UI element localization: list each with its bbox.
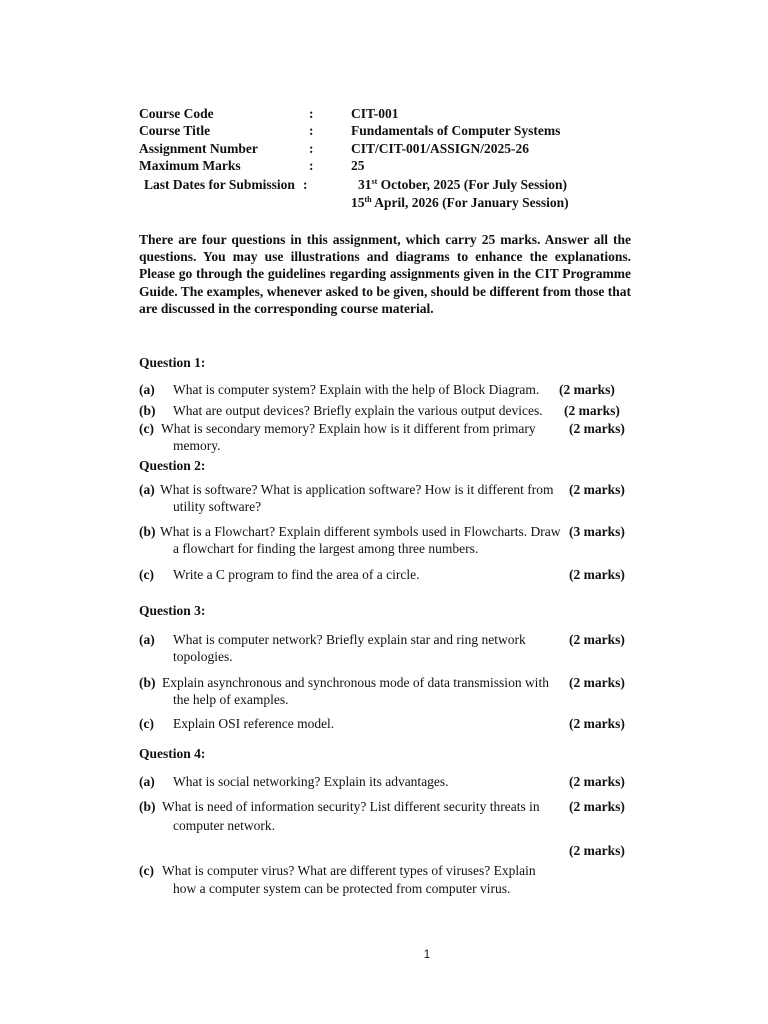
question-1c (139, 420, 627, 453)
item-marks: (2 marks) (569, 632, 625, 647)
item-label: (b) (139, 524, 156, 539)
item-label: (c) (139, 716, 154, 731)
item-text: What are output devices? Briefly explain the various output devices. (173, 403, 543, 418)
colon: : (309, 141, 314, 156)
maximum-marks: 25 (351, 158, 365, 173)
item-marks: (2 marks) (569, 482, 625, 497)
intro-paragraph: There are four questions in this assignment, which carry 25 marks. Answer all the questions. You may use illustrations and diagrams to enhance the explanations. Please go through the guidelines regarding assignments given in the CIT Programme Guide. The examples, whenever asked to be given, should be different from those that are discussed in the corresponding course material. (139, 232, 631, 316)
assignment-number-label: Assignment Number (139, 141, 258, 156)
date-suffix: th (364, 195, 372, 204)
date-rest: April, 2026 (For January Session) (371, 195, 569, 210)
submission-date-january (351, 195, 569, 211)
question-3c (139, 715, 627, 732)
item-label: (b) (139, 799, 156, 814)
question-3a (139, 631, 627, 664)
item-marks: (2 marks) (569, 675, 625, 690)
item-text-continued: a flowchart for finding the largest among three numbers. (173, 541, 479, 556)
date-rest: October, 2025 (For July Session) (377, 177, 568, 192)
item-text: What is a Flowchart? Explain different symbols used in Flowcharts. Draw (160, 524, 561, 539)
submission-date-july (358, 177, 567, 193)
item-label: (c) (139, 567, 154, 582)
question-1a (139, 381, 627, 398)
question-1b (139, 402, 627, 419)
item-marks: (2 marks) (559, 382, 615, 397)
colon: : (309, 158, 314, 173)
item-text-continued: how a computer system can be protected from computer virus. (173, 881, 511, 896)
item-label: (a) (139, 632, 155, 647)
course-title: Fundamentals of Computer Systems (351, 123, 561, 138)
item-text: What is computer system? Explain with the help of Block Diagram. (173, 382, 540, 397)
item-text-continued: computer network. (173, 818, 275, 833)
question-4a (139, 773, 627, 790)
item-marks: (2 marks) (564, 403, 620, 418)
question-2c (139, 566, 627, 583)
assignment-number: CIT/CIT-001/ASSIGN/2025-26 (351, 141, 530, 156)
item-text: Explain OSI reference model. (173, 716, 335, 731)
item-marks: (3 marks) (569, 524, 625, 539)
item-label: (c) (139, 863, 154, 878)
item-text: What is need of information security? List different security threats in (162, 799, 540, 814)
item-label: (a) (139, 774, 155, 789)
item-marks: (2 marks) (569, 774, 625, 789)
item-marks: (2 marks) (569, 716, 625, 731)
question-4b (139, 798, 627, 833)
colon: : (303, 177, 308, 192)
course-code: CIT-001 (351, 106, 399, 121)
item-label: (a) (139, 482, 155, 497)
question-3b (139, 674, 627, 707)
item-marks: (2 marks) (569, 567, 625, 582)
item-text-continued: memory. (173, 438, 221, 453)
item-label: (a) (139, 382, 155, 397)
item-label: (c) (139, 421, 154, 436)
course-code-label: Course Code (139, 106, 214, 121)
question-3-heading: Question 3: (139, 603, 206, 618)
item-text-continued: topologies. (173, 649, 233, 664)
date-suffix: st (371, 177, 378, 186)
item-label: (b) (139, 403, 156, 418)
date-day: 15 (351, 195, 365, 210)
item-marks: (2 marks) (569, 843, 625, 858)
course-title-label: Course Title (139, 123, 211, 138)
item-text-continued: the help of examples. (173, 692, 289, 707)
question-2b (139, 523, 627, 556)
item-marks: (2 marks) (569, 799, 625, 814)
item-text: What is computer virus? What are different types of viruses? Explain (162, 863, 536, 878)
colon: : (309, 106, 314, 121)
item-text: What is secondary memory? Explain how is it different from primary (161, 421, 536, 436)
colon: : (309, 123, 314, 138)
maximum-marks-label: Maximum Marks (139, 158, 241, 173)
item-marks: (2 marks) (569, 421, 625, 436)
date-day: 31 (358, 177, 372, 192)
item-text: What is computer network? Briefly explain star and ring network (173, 632, 526, 647)
page-number: 1 (423, 949, 431, 961)
item-label: (b) (139, 675, 156, 690)
item-text: What is software? What is application software? How is it different from (160, 482, 554, 497)
last-dates-label: Last Dates for Submission (144, 177, 295, 192)
question-2a (139, 481, 627, 514)
question-1-heading: Question 1: (139, 355, 206, 370)
question-4-heading: Question 4: (139, 746, 206, 761)
item-text: Explain asynchronous and synchronous mode of data transmission with (162, 675, 549, 690)
question-2-heading: Question 2: (139, 458, 206, 473)
item-text: Write a C program to find the area of a circle. (173, 567, 420, 582)
item-text-continued: utility software? (173, 499, 262, 514)
item-text: What is social networking? Explain its advantages. (173, 774, 449, 789)
